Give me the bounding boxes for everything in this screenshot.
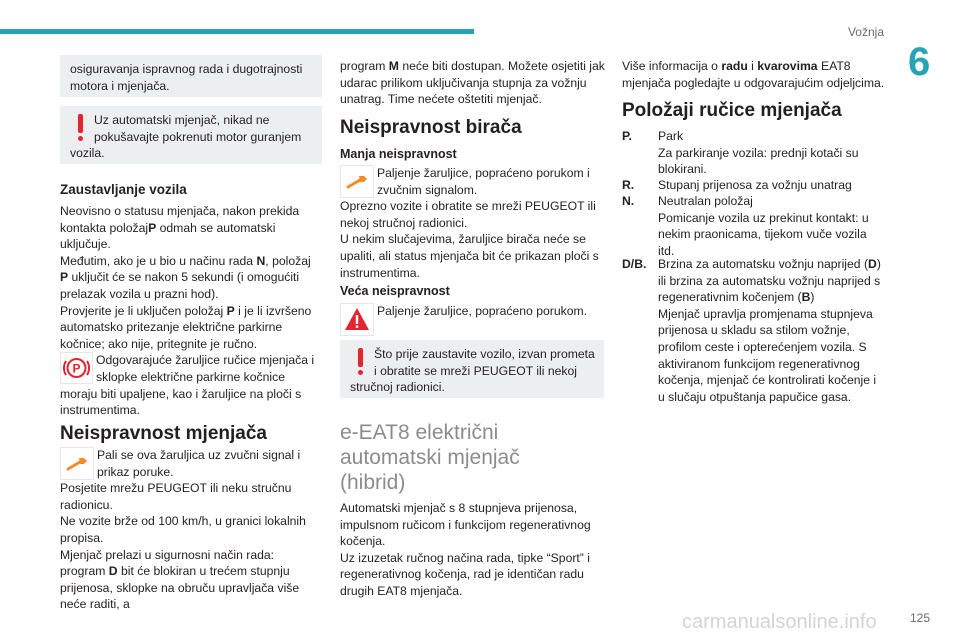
text: Ne vozite brže od 100 km/h, u granici lokalnih propisa.	[60, 514, 306, 545]
position-text	[658, 256, 886, 405]
minor-fault-paragraph	[340, 165, 606, 281]
stop-paragraph	[60, 203, 322, 419]
note-text: osiguravanja ispravnog rada i dugotrajnosti motora i mjenjača.	[70, 62, 303, 93]
text: program	[340, 59, 389, 73]
text: Za parkiranje vozila: prednji kotači su blokirani.	[658, 145, 859, 177]
text: Međutim, ako je u bio u načinu rada	[60, 253, 257, 268]
text: Oprezno vozite i obratite se mreži PEUGEOT ili nekoj stručnoj radionici.	[340, 199, 596, 230]
major-fault-paragraph	[340, 303, 606, 336]
position-key: D/B.	[622, 257, 647, 271]
position-item-r	[622, 177, 886, 194]
text: Pomicanje vozila uz prekinut kontakt: u nekim praonicama, tijekom vuče vozila itd.	[658, 210, 869, 258]
warning-text: Uz automatski mjenjač, nikad ne pokušavajte pokrenuti motor guranjem vozila.	[70, 113, 302, 161]
wrench-warning-icon	[60, 447, 94, 480]
chapter-number: 6	[908, 40, 931, 84]
text: Uz izuzetak ručnog načina rada, tipke “Sport” i regenerativnog kočenja, rad je identičan radu drugih EAT8 mjenjača.	[340, 550, 590, 598]
text: Mjenjač prelazi u sigurnosni način rada: program	[60, 547, 275, 579]
text: EAT8 mjenjača pogledajte u odgovarajućim odjeljcima.	[622, 59, 885, 90]
svg-text:P: P	[72, 361, 81, 376]
text: Neovisno o statusu mjenjača, nakon prekida kontakta položaj	[60, 204, 300, 235]
text: Paljenje žaruljice, popraćeno porukom.	[377, 304, 588, 318]
text: i	[747, 59, 758, 73]
gearbox-fault-paragraph	[60, 447, 322, 613]
position-key: R.	[622, 178, 635, 192]
heading-gear-positions: Položaji ručice mjenjača	[622, 100, 842, 121]
col3-intro-paragraph	[622, 58, 886, 91]
text: neće biti dostupan. Možete osjetiti jak udarac prilikom uključivanja stupnja za vožnju unatrag. Time nećete oštetiti mjenjač.	[340, 59, 605, 107]
position-item-db	[622, 256, 886, 404]
text: i je li izvršeno automatsko pritezanje električne parkirne kočnice; ako nije, pritegnite je ručno.	[60, 303, 312, 351]
position-key: N.	[622, 194, 635, 208]
text: Pali se ova žaruljica uz zvučni signal i prikaz poruke.	[97, 448, 301, 479]
text: P	[226, 303, 235, 318]
exclamation-icon	[350, 346, 374, 378]
text: odmah se automatski uključuje.	[60, 220, 276, 252]
wrench-warning-icon	[340, 165, 374, 198]
text: Više informacija o	[622, 59, 722, 73]
position-item-p	[622, 128, 886, 178]
text: Mjenjač upravlja promjenama stupnjeva prijenosa u skladu sa stilom vožnje, profilom ceste i opterećenjem vozila. S aktiviranom funkcijom regenerativnog kočenja, mjenjač će kontrolirati kočenje i u slučaju otpuštanja papučice gasa.	[658, 306, 877, 404]
text: uključit će se nakon 5 sekundi (i omogućiti prelazak vozila u prazni hod).	[60, 270, 300, 301]
position-text: Stupanj prijenosa za vožnju unatrag	[658, 178, 852, 192]
position-text	[658, 193, 886, 259]
text: Brzina za automatsku vožnju naprijed (D) ili brzina za automatsku vožnju naprijed s regenerativnim kočenjem (B)	[658, 257, 881, 305]
text: N	[256, 253, 266, 268]
text: Neutralan položaj	[658, 194, 753, 208]
warning-box-push-start	[60, 106, 322, 164]
text: Posjetite mrežu PEUGEOT ili neku stručnu radionicu.	[60, 481, 292, 512]
parking-brake-warning-icon	[60, 352, 93, 384]
watermark: carmanualsonline.info	[682, 611, 877, 633]
alert-triangle-icon	[340, 303, 374, 336]
text: D	[108, 564, 118, 579]
heading-eeat8: e-EAT8 električni automatski mjenjač (hibrid)	[340, 421, 520, 494]
text: P	[60, 270, 69, 285]
warning-box-stop-vehicle	[340, 340, 604, 398]
text: U nekim slučajevima, žaruljice birača neće se upaliti, ali status mjenjača bit će prikazan ploči s instrumentima.	[340, 232, 599, 280]
position-text	[658, 128, 886, 178]
heading-selector-fault: Neispravnost birača	[340, 117, 522, 138]
text: kvarovima	[757, 59, 818, 73]
section-title: Vožnja	[847, 25, 884, 39]
exclamation-icon	[70, 112, 94, 144]
text: Automatski mjenjač s 8 stupnjeva prijenosa, impulsnom ručicom i funkcijom regenerativnog kočenja.	[340, 501, 591, 549]
heading-major-fault: Veća neispravnost	[340, 284, 450, 298]
eeat8-paragraph	[340, 500, 606, 600]
note-box-engine	[60, 55, 322, 97]
heading-gearbox-fault: Neispravnost mjenjača	[60, 423, 267, 444]
text: Odgovarajuće žaruljice ručice mjenjača i sklopke električne parkirne kočnice moraju biti upaljene, kao i žaruljice na ploči s instrumentima.	[60, 353, 315, 418]
position-item-n	[622, 193, 886, 257]
heading-minor-fault: Manja neispravnost	[340, 147, 457, 161]
page-number: 125	[909, 611, 930, 625]
top-accent-bar	[0, 29, 474, 34]
position-key: P.	[622, 129, 632, 143]
text: P	[148, 220, 157, 235]
text: radu	[721, 59, 748, 73]
heading-stopping-vehicle: Zaustavljanje vozila	[60, 182, 187, 197]
text: Provjerite je li uključen položaj	[60, 303, 227, 318]
warning-text: Što prije zaustavite vozilo, izvan prometa i obratite se mreži PEUGEOT ili nekoj stručnoj radionici.	[350, 347, 595, 395]
text: Park	[658, 129, 684, 143]
text: Paljenje žaruljice, popraćeno porukom i zvučnim signalom.	[377, 166, 590, 197]
text: bit će blokiran u trećem stupnju prijenosa, sklopke na obruču upravljača više neće raditi, a	[60, 564, 300, 612]
col2-intro-paragraph	[340, 58, 606, 108]
text: , položaj	[265, 253, 311, 268]
text: M	[388, 59, 399, 73]
